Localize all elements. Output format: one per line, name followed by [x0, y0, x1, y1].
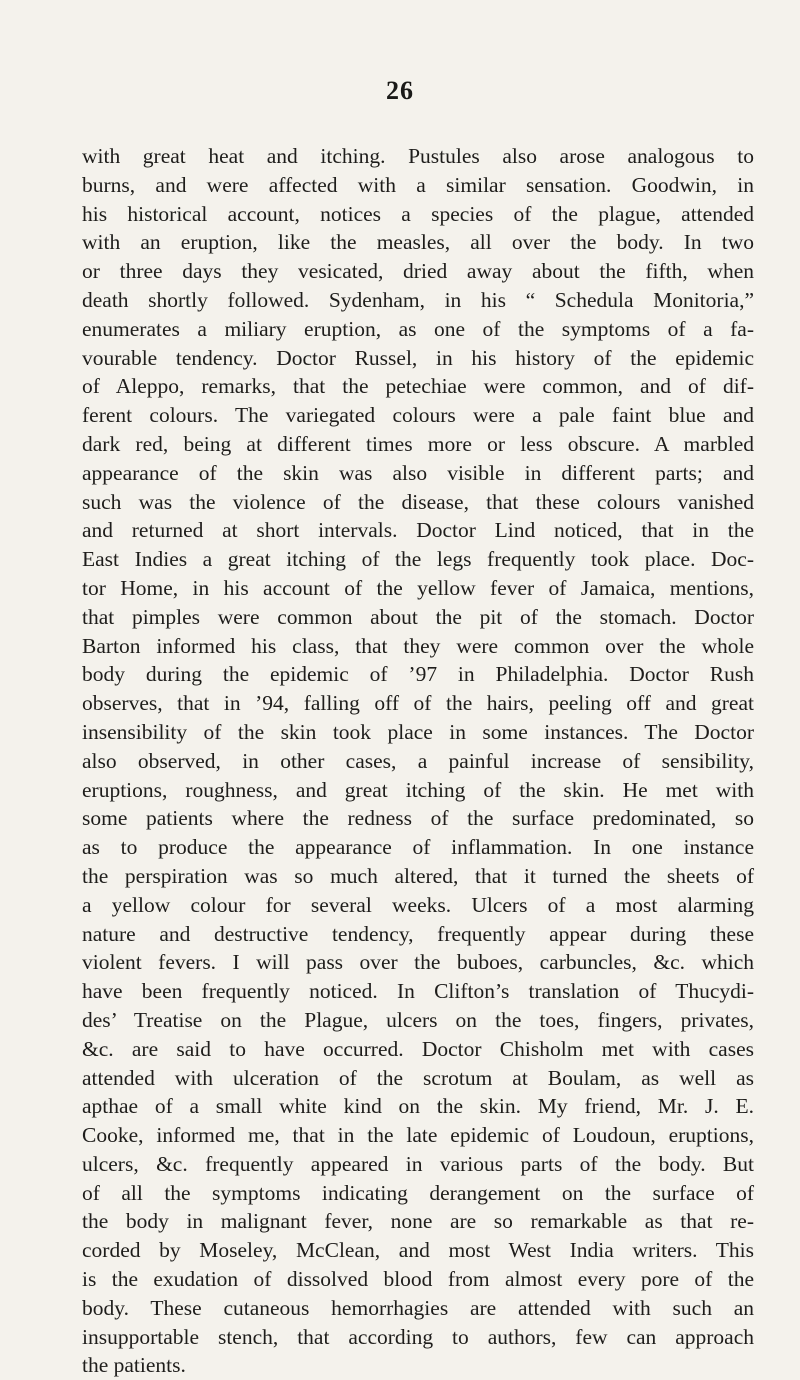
text-line: death shortly followed. Sydenham, in his “ Schedula Monitoria,”: [82, 287, 754, 312]
text-line: observes, that in ’94, falling off of the hairs, peeling off and great: [82, 691, 754, 716]
text-line: ulcers, &c. frequently appeared in various parts of the body. But: [82, 1151, 754, 1176]
text-line: some patients where the redness of the surface predominated, so: [82, 806, 754, 831]
body-paragraph: [82, 142, 754, 1380]
text-line: with an eruption, like the measles, all over the body. In two: [82, 230, 754, 255]
text-line: burns, and were affected with a similar sensation. Goodwin, in: [82, 172, 754, 197]
text-line: insensibility of the skin took place in some instances. The Doctor: [82, 719, 754, 744]
text-line: violent fevers. I will pass over the buboes, carbuncles, &c. which: [82, 950, 754, 975]
text-line: insupportable stench, that according to authors, few can approach: [82, 1324, 754, 1349]
text-line: ferent colours. The variegated colours were a pale faint blue and: [82, 403, 754, 428]
text-line: or three days they vesicated, dried away about the fifth, when: [82, 259, 754, 284]
text-line: eruptions, roughness, and great itching of the skin. He met with: [82, 777, 754, 802]
text-line: &c. are said to have occurred. Doctor Chisholm met with cases: [82, 1036, 754, 1061]
text-line: the patients.: [82, 1353, 186, 1378]
text-line: such was the violence of the disease, that these colours vanished: [82, 489, 754, 514]
page-number: 26: [386, 76, 414, 105]
text-line: and returned at short intervals. Doctor Lind noticed, that in the: [82, 518, 754, 543]
text-line: also observed, in other cases, a painful increase of sensibility,: [82, 748, 754, 773]
text-line: vourable tendency. Doctor Russel, in his history of the epidemic: [82, 345, 754, 370]
text-line: des’ Treatise on the Plague, ulcers on the toes, fingers, privates,: [82, 1007, 754, 1032]
text-line: attended with ulceration of the scrotum at Boulam, as well as: [82, 1065, 754, 1090]
text-line: the body in malignant fever, none are so remarkable as that re-: [82, 1209, 754, 1234]
text-line: Cooke, informed me, that in the late epidemic of Loudoun, eruptions,: [82, 1123, 754, 1148]
text-line: as to produce the appearance of inflammation. In one instance: [82, 835, 754, 860]
text-line: the perspiration was so much altered, that it turned the sheets of: [82, 863, 754, 888]
text-line: is the exudation of dissolved blood from almost every pore of the: [82, 1267, 754, 1292]
text-line: apthae of a small white kind on the skin. My friend, Mr. J. E.: [82, 1094, 754, 1119]
text-line: body during the epidemic of ’97 in Philadelphia. Doctor Rush: [82, 662, 754, 687]
text-line: dark red, being at different times more or less obscure. A marbled: [82, 431, 754, 456]
text-line: nature and destructive tendency, frequently appear during these: [82, 921, 754, 946]
text-line: East Indies a great itching of the legs frequently took place. Doc-: [82, 547, 754, 572]
text-line: enumerates a miliary eruption, as one of the symptoms of a fa-: [82, 316, 754, 341]
text-line: Barton informed his class, that they were common over the whole: [82, 633, 754, 658]
text-line: have been frequently noticed. In Clifton’s translation of Thucydi-: [82, 979, 754, 1004]
text-line: corded by Moseley, McClean, and most West India writers. This: [82, 1238, 754, 1263]
text-line: body. These cutaneous hemorrhagies are attended with such an: [82, 1295, 754, 1320]
text-line: appearance of the skin was also visible in different parts; and: [82, 460, 754, 485]
text-line: a yellow colour for several weeks. Ulcers of a most alarming: [82, 892, 754, 917]
text-line: with great heat and itching. Pustules also arose analogous to: [82, 144, 754, 168]
text-line: his historical account, notices a species of the plague, attended: [82, 201, 754, 226]
text-line: tor Home, in his account of the yellow fever of Jamaica, mentions,: [82, 575, 754, 600]
text-line: of all the symptoms indicating derangement on the surface of: [82, 1180, 754, 1205]
text-line: of Aleppo, remarks, that the petechiae were common, and of dif-: [82, 374, 754, 399]
text-line: that pimples were common about the pit of the stomach. Doctor: [82, 604, 754, 629]
